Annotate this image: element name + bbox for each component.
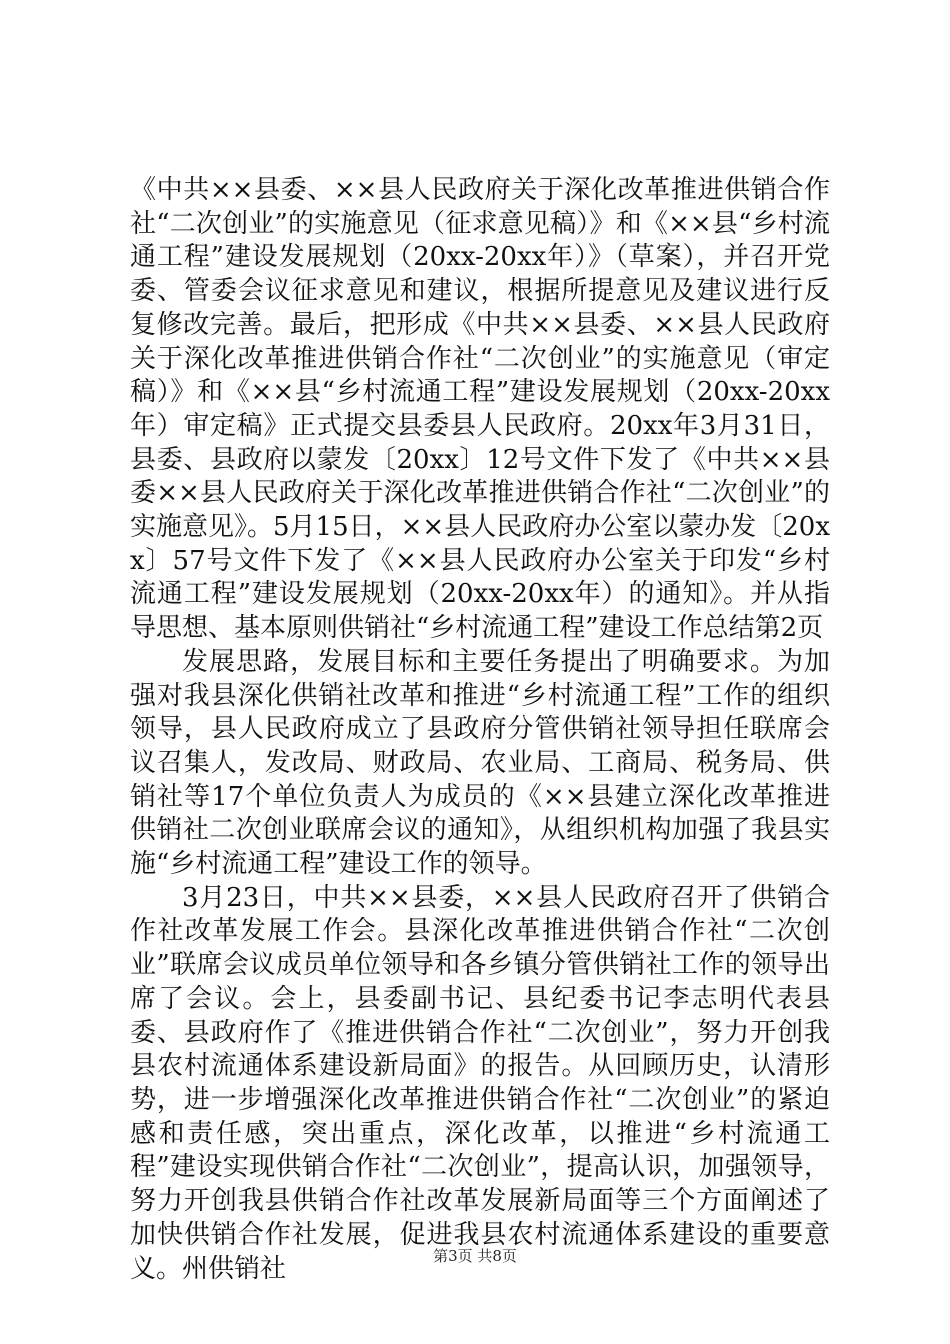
body-text <box>130 174 830 1286</box>
paragraph-2: 发展思路，发展目标和主要任务提出了明确要求。为加强对我县深化供销社改革和推进“乡村流通工程”工作的组织领导，县人民政府成立了县政府分管供销社领导担任联席会议召集人，发改局、财政局、农业局、工商局、税务局、供销社等17个单位负责人为成员的《××县建立深化改革推进供销社二次创业联席会议的通知》，从组织机构加强了我县实施“乡村流通工程”建设工作的领导。 <box>130 646 830 880</box>
paragraph-1: 《中共××县委、××县人民政府关于深化改革推进供销合作社“二次创业”的实施意见（征求意见稿）》和《××县“乡村流通工程”建设发展规划（20xx-20xx年）》（草案），并召开党委、管委会议征求意见和建议，根据所提意见及建议进行反复修改完善。最后，把形成《中共××县委、××县人民政府关于深化改革推进供销合作社“二次创业”的实施意见（审定稿）》和《××县“乡村流通工程”建设发展规划（20xx-20xx年）审定稿》正式提交县委县人民政府。20xx年3月31日，县委、县政府以蒙发〔20xx〕12号文件下发了《中共××县委××县人民政府关于深化改革推进供销合作社“二次创业”的实施意见》。5月15日，××县人民政府办公室以蒙办发〔20xx〕57号文件下发了《××县人民政府办公室关于印发“乡村流通工程”建设发展规划（20xx-20xx年）的通知》。并从指导思想、基本原则供销社“乡村流通工程”建设工作总结第2页 <box>130 175 830 644</box>
paragraph-3: 3月23日，中共××县委，××县人民政府召开了供销合作社改革发展工作会。县深化改革推进供销合作社“二次创业”联席会议成员单位领导和各乡镇分管供销社工作的领导出席了会议。会上，县委副书记、县纪委书记李志明代表县委、县政府作了《推进供销合作社“二次创业”，努力开创我县农村流通体系建设新局面》的报告。从回顾历史，认清形势，进一步增强深化改革推进供销合作社“二次创业”的紧迫感和责任感，突出重点，深化改革，以推进“乡村流通工程”建设实现供销合作社“二次创业”，提高认识，加强领导，努力开创我县供销合作社改革发展新局面等三个方面阐述了加快供销合作社发展，促进我县农村流通体系建设的重要意义。州供销社 <box>130 882 830 1284</box>
page-footer: 第3页 共8页 <box>433 1247 517 1265</box>
